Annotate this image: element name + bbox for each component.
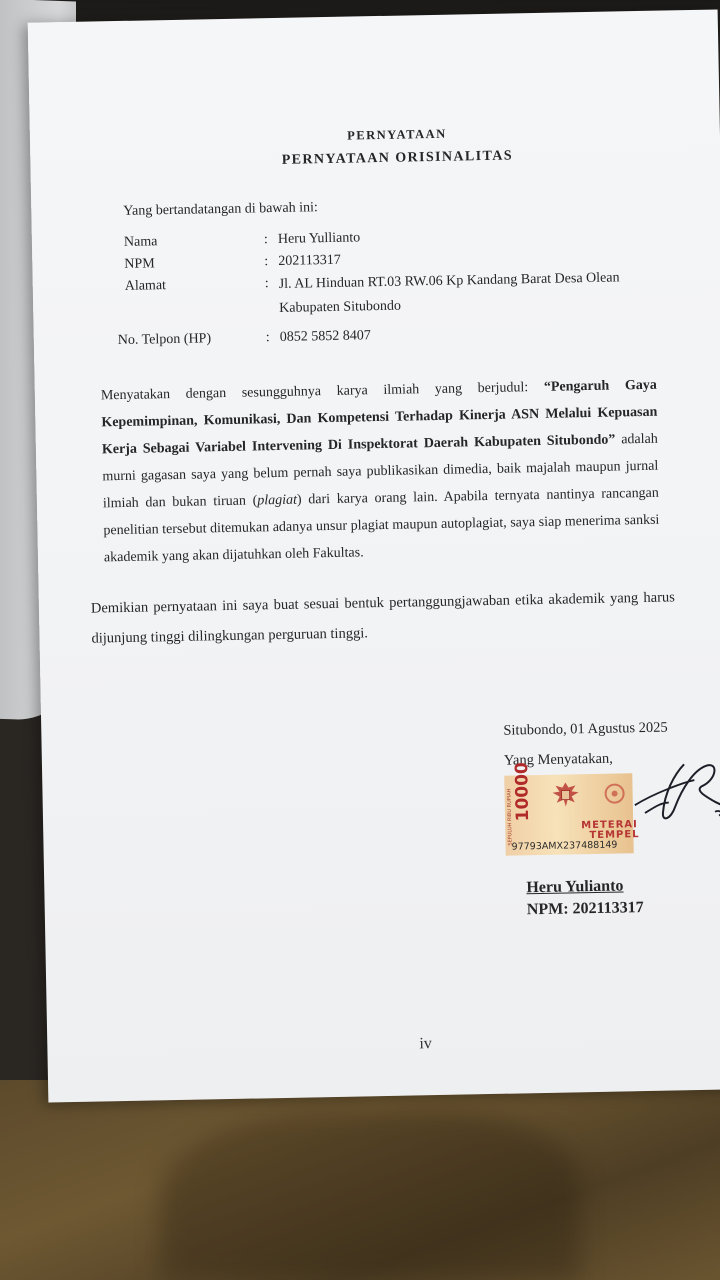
field-label: NPM [124,256,155,272]
identity-table [117,221,676,352]
signature-block [503,711,720,919]
signer-npm: NPM: 202113317 [526,899,644,919]
statement-paragraph [101,372,661,572]
field-value: 0852 5852 8407 [279,328,371,345]
stamp-label-bottom: TEMPEL [589,829,640,842]
field-row-address [125,265,676,324]
field-row-phone [118,319,676,352]
field-separator: : [264,254,269,270]
document-title: PERNYATAAN ORISINALITAS [281,148,514,168]
statement-lead: Menyatakan dengan sesungguhnya karya ilmiah yang berjudul: [100,379,545,404]
section-title: PERNYATAAN [347,126,447,143]
intro-text: Yang bertandatangan di bawah ini: [123,200,318,219]
statement-tail: ) dari karya orang lain. Apabila ternyata nantinya rancangan penelitian tersebut ditemukan adanya unsur plagiat maupun autoplagiat, saya siap menerima sanksi akademik yang akan dijatuhkan oleh Fakultas. [103,485,660,566]
document-content [82,122,682,1053]
statement-middle: adalah murni gagasan saya yang belum pernah saya publikasikan dimedia, baik majalah maupun jurnal ilmiah dan bukan tiruan ( [102,431,659,512]
field-label: No. Telpon (HP) [117,331,212,349]
field-separator: : [265,330,270,346]
field-value: Jl. AL Hinduan RT.03 RW.06 Kp Kandang Barat Desa Olean Kabupaten Situbondo [278,270,620,316]
fabric-fold [160,1110,580,1280]
field-separator: : [264,276,269,292]
place-date: Situbondo, 01 Agustus 2025 [503,719,668,739]
declarant-label: Yang Menyatakan, [503,750,613,769]
closing-paragraph: Demikian pernyataan ini saya buat sesuai bentuk pertanggungjawaban etika akademik yang harus dijunjung tinggi dilingkungan perguruan tinggi. [90,589,676,647]
stamp-label-top: METERAI [581,819,638,832]
page-number: iv [419,1035,432,1053]
stamp-nominal: 10000 [511,762,534,822]
field-value: Heru Yullianto [277,230,361,247]
field-label: Alamat [124,278,167,294]
field-label: Nama [123,234,158,250]
field-separator: : [263,232,268,248]
thesis-title: “Pengaruh Gaya Kepemimpinan, Komunikasi, Dan Kompetensi Terhadap Kinerja ASN Melalui Kepuasan Kerja Sebagai Variabel Intervening Di Inspektorat Daerah Kabupaten Situbondo” [101,377,658,458]
handwritten-signature [534,751,720,845]
document-page [28,9,720,1102]
field-value: 202113317 [278,252,341,269]
stamp-serial: 97793AMX237488149 [511,839,618,853]
stamp-side-text: SEPULUH RIBU RUPIAH [506,788,514,846]
signer-name: Heru Yulianto [526,877,624,897]
plagiat-term: plagiat [257,492,298,509]
